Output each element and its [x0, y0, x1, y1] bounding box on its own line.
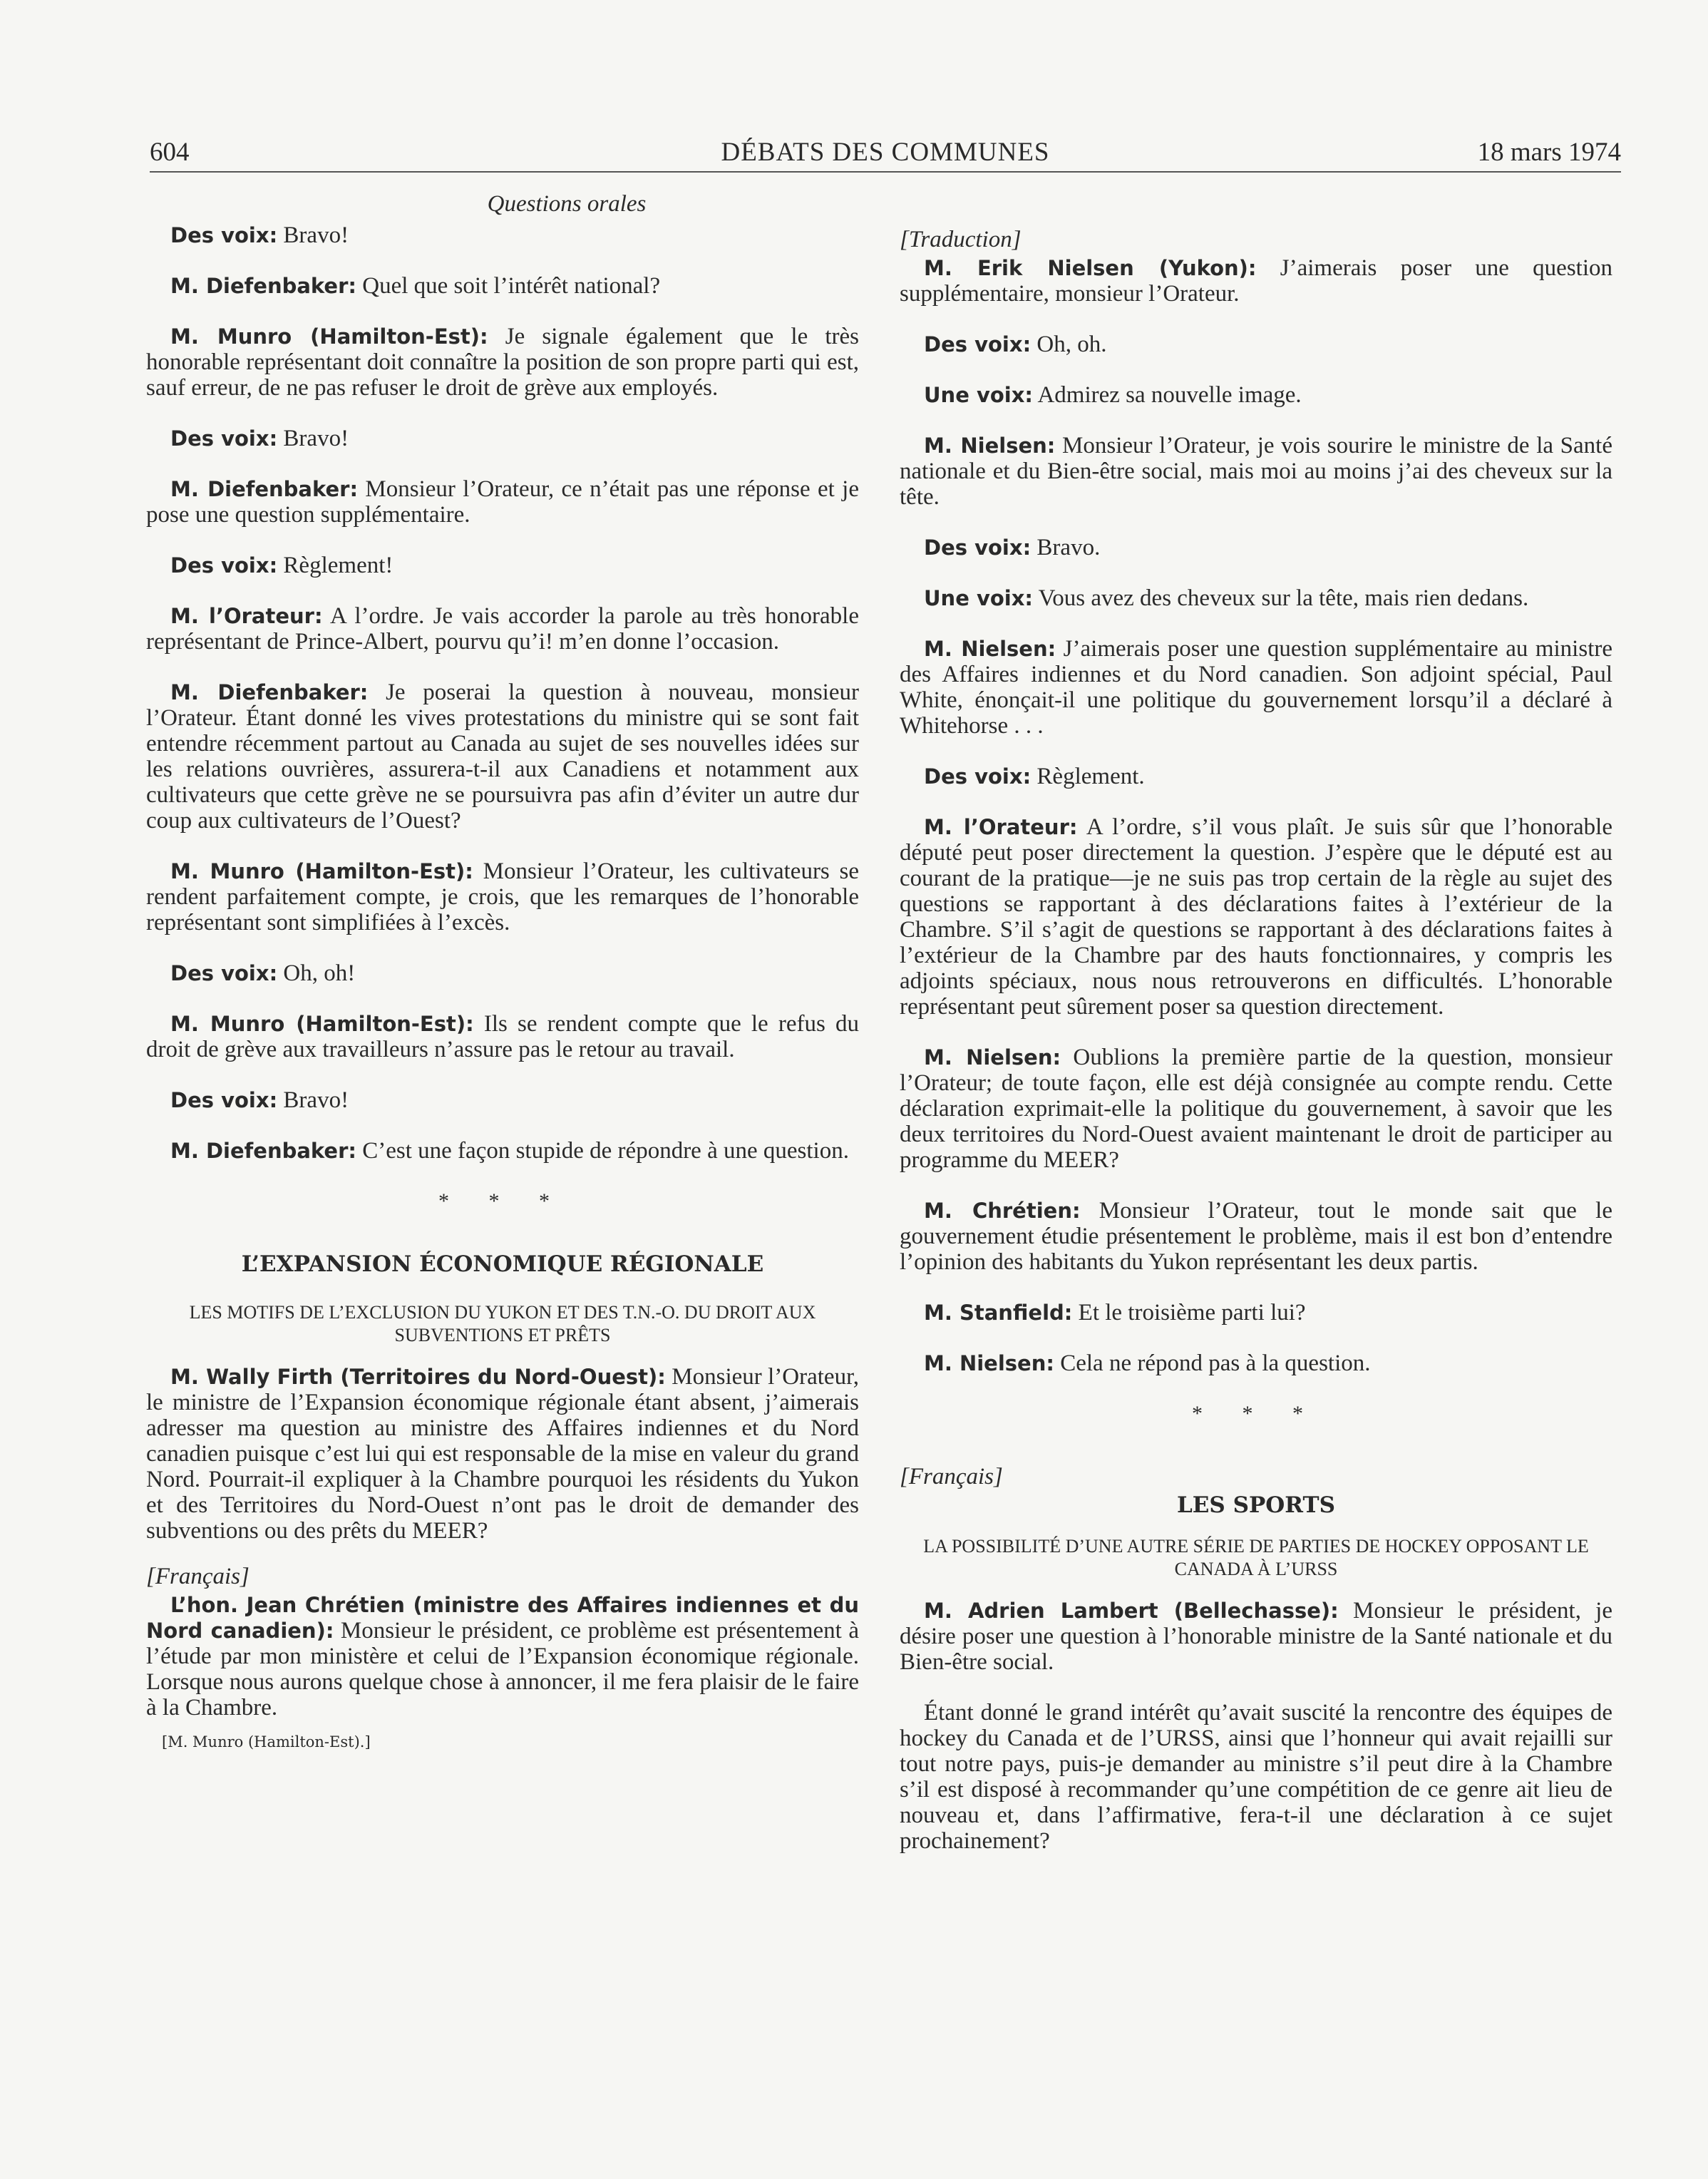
- speaker-name: M. Diefenbaker:: [170, 274, 356, 298]
- speech-paragraph: [900, 1300, 1612, 1326]
- language-marker: [Français]: [146, 1564, 249, 1589]
- speech-paragraph: [146, 1138, 859, 1164]
- speech-text: Cela ne répond pas à la question.: [1054, 1350, 1371, 1376]
- speaker-name: M. Chrétien:: [924, 1199, 1081, 1223]
- speech-text: Monsieur l’Orateur, le ministre de l’Expansion économique régionale étant absent, j’aimerais adresser ma question au ministre des Affaires indiennes et du Nord canadien puisque c’est lui qui est responsable de la mise en valeur du grand Nord. Pourrait-il expliquer à la Chambre pourquoi les résidents du Yukon et des Territoires du Nord-Ouest n’ont pas le droit de demander des subventions ou des prêts du MEER?: [146, 1364, 859, 1544]
- speaker-name: M. Diefenbaker:: [170, 1139, 356, 1163]
- speech-text: Bravo!: [277, 426, 349, 451]
- speech-text: Règlement.: [1031, 764, 1145, 789]
- speaker-name: M. Diefenbaker:: [170, 680, 369, 704]
- speaker-name: Des voix:: [170, 961, 278, 985]
- speaker-name: M. Erik Nielsen (Yukon):: [924, 256, 1257, 280]
- speech-paragraph: [146, 1087, 859, 1113]
- speech-text: Et le troisième parti lui?: [1072, 1300, 1306, 1326]
- section-separator: * * *: [1192, 1402, 1320, 1425]
- speech-paragraph: [900, 433, 1612, 510]
- speech-paragraph: [146, 476, 859, 528]
- lambert-question: [900, 1598, 1612, 1675]
- speaker-name: L’hon. Jean Chrétien (ministre des Affaires indiennes et du Nord canadien):: [146, 1593, 859, 1643]
- speech-text: Monsieur l’Orateur, ce n’était pas une réponse et je pose une question supplémentaire.: [146, 476, 859, 528]
- publication-title: DÉBATS DES COMMUNES: [721, 138, 1050, 167]
- speech-paragraph: [146, 273, 859, 299]
- speech-paragraph: [146, 553, 859, 578]
- speaker-name: M. Stanfield:: [924, 1301, 1073, 1325]
- speaker-name: M. Nielsen:: [924, 434, 1056, 458]
- running-head: Questions orales: [487, 191, 647, 217]
- speech-text: Ils se rendent compte que le refus du droit de grève aux travailleurs n’assure pas le retour au travail.: [146, 1011, 859, 1062]
- speech-text: Vous avez des cheveux sur la tête, mais rien dedans.: [1033, 585, 1529, 611]
- speaker-name: M. l’Orateur:: [170, 604, 323, 628]
- speech-text: J’aimerais poser une question supplémentaire au ministre des Affaires indiennes et du Nord canadien. Son adjoint spécial, Paul White, énonçait-il une politique du gouvernement lorsqu’il a déclaré à Whitehorse . . .: [900, 636, 1612, 739]
- section-heading: L’EXPANSION ÉCONOMIQUE RÉGIONALE: [241, 1251, 764, 1277]
- speech-paragraph: [146, 680, 859, 834]
- speech-text: Oh, oh!: [277, 960, 356, 986]
- speech-text: C’est une façon stupide de répondre à une question.: [356, 1138, 849, 1164]
- speech-text: J’aimerais poser une question supplémentaire, monsieur l’Orateur.: [900, 255, 1613, 307]
- speech-text: Monsieur l’Orateur, les cultivateurs se rendent parfaitement compte, je crois, que les remarques de l’honorable représentant sont simplifiées à l’excès.: [146, 858, 859, 935]
- speech-paragraph: [146, 960, 859, 986]
- speech-paragraph: [900, 764, 1612, 789]
- section-separator: * * *: [438, 1189, 567, 1213]
- speech-text: Monsieur le président, je désire poser une question à l’honorable ministre de la Santé nationale et du Bien-être social.: [900, 1598, 1612, 1675]
- speech-paragraph: [900, 1350, 1612, 1376]
- speech-text: Je signale également que le très honorable représentant doit connaître la position de son propre parti qui est, sauf erreur, de ne pas refuser le droit de grève aux employés.: [146, 324, 859, 401]
- firth-question: [146, 1364, 859, 1544]
- section-heading: LES SPORTS: [1177, 1492, 1335, 1518]
- speaker-name: M. Diefenbaker:: [170, 477, 359, 501]
- speech-text: A l’ordre, s’il vous plaît. Je suis sûr que l’honorable député peut poser directement la question. J’espère que le député est au courant de la pratique—je ne suis pas trop certain de la règle au sujet des questions se rapportant à des déclarations faites à l’extérieur de la Chambre. S’il s’agit de questions se rapportant à des déclarations faites à l’extérieur de la Chambre par des hauts fonctionnaires, y compris les adjoints spéciaux, nous nous retrouverons en difficultés. L’honorable représentant peut sûrement poser sa question directement.: [900, 814, 1612, 1020]
- speech-text: Bravo.: [1031, 535, 1101, 560]
- speaker-name: M. Nielsen:: [924, 1045, 1061, 1070]
- speaker-name: M. Nielsen:: [924, 1351, 1054, 1375]
- left-exchange: [146, 222, 859, 1164]
- speech-text: Je poserai la question à nouveau, monsieur l’Orateur. Étant donné les vives protestations du ministre qui se sont fait entendre récemment partout au Canada au sujet de ses nouvelles idées sur les relations ouvrières, assurera-t-il aux Canadiens et notamment aux cultivateurs que cette grève ne se poursuivra pas afin d’éviter un autre dur coup aux cultivateurs de l’Ouest?: [146, 680, 859, 834]
- speaker-name: Des voix:: [924, 764, 1032, 789]
- right-exchange: [900, 255, 1612, 1376]
- speaker-name: M. Munro (Hamilton-Est):: [170, 1012, 474, 1036]
- section-subheading: LES MOTIFS DE L’EXCLUSION DU YUKON ET DES T.N.-O. DU DROIT AUX SUBVENTIONS ET PRÊTS: [189, 1302, 816, 1345]
- speech-paragraph: [146, 603, 859, 655]
- speaker-name: Des voix:: [170, 553, 278, 578]
- speech-text: Bravo!: [277, 1087, 349, 1113]
- speaker-name: Des voix:: [924, 332, 1032, 357]
- lambert-followup: Étant donné le grand intérêt qu’avait suscité la rencontre des équipes de hockey du Canada et de l’URSS, ainsi que l’honneur qui avait rejailli sur tout notre pays, puis-je demander au ministre s’il peut dire à la Chambre s’il est disposé à recommander qu’une compétition de ce genre ait lieu de nouveau et, dans l’affirmative, fera-t-il une déclaration à ce sujet prochainement?: [900, 1700, 1612, 1854]
- left-column: [146, 191, 859, 1755]
- speech-text: Quel que soit l’intérêt national?: [356, 273, 661, 299]
- language-marker: [Traduction]: [900, 227, 1022, 252]
- language-marker: [Français]: [900, 1464, 1003, 1490]
- page-number: 604: [150, 138, 190, 167]
- speaker-name: M. Munro (Hamilton-Est):: [170, 324, 488, 349]
- speech-paragraph: [146, 222, 859, 248]
- right-column: [900, 191, 1612, 1879]
- speech-paragraph: [900, 585, 1612, 611]
- speech-text: Oh, oh.: [1031, 332, 1107, 357]
- speech-paragraph: [900, 1045, 1612, 1173]
- speech-paragraph: [900, 814, 1612, 1020]
- speech-text: Monsieur le président, ce problème est présentement à l’étude par mon ministère et celui de l’Expansion économique régionale. Lorsque nous aurons quelque chose à annoncer, il me fera plaisir de le faire à la Chambre.: [146, 1618, 859, 1721]
- speaker-name: M. Nielsen:: [924, 637, 1056, 661]
- speech-paragraph: [900, 535, 1612, 560]
- speaker-name: M. l’Orateur:: [924, 815, 1078, 839]
- speech-paragraph: [900, 382, 1612, 408]
- speech-text: Bravo!: [277, 222, 349, 248]
- speech-paragraph: [900, 1198, 1612, 1275]
- speaker-name: Une voix:: [924, 586, 1034, 610]
- speaker-name: Une voix:: [924, 383, 1034, 407]
- speech-paragraph: [146, 426, 859, 451]
- speech-paragraph: [146, 1011, 859, 1062]
- speech-text: Admirez sa nouvelle image.: [1033, 382, 1302, 408]
- speaker-name: M. Munro (Hamilton-Est):: [170, 859, 473, 883]
- issue-date: 18 mars 1974: [1477, 138, 1621, 167]
- speech-text: Monsieur l’Orateur, je vois sourire le ministre de la Santé nationale et du Bien-être social, mais moi au moins j’ai des cheveux sur la tête.: [900, 433, 1612, 510]
- speaker-name: M. Wally Firth (Territoires du Nord-Ouest):: [170, 1365, 666, 1389]
- speech-paragraph: [900, 332, 1612, 357]
- speaker-name: M. Adrien Lambert (Bellechasse):: [924, 1599, 1339, 1623]
- speech-paragraph: [900, 636, 1612, 739]
- section-subheading: LA POSSIBILITÉ D’UNE AUTRE SÉRIE DE PARTIES DE HOCKEY OPPOSANT LE CANADA À L’URSS: [923, 1536, 1589, 1579]
- chretien-answer: [146, 1592, 859, 1721]
- speaker-name: Des voix:: [924, 535, 1032, 560]
- speech-text: Monsieur l’Orateur, tout le monde sait que le gouvernement étudie présentement le problème, mais il est bon d’entendre l’opinion des habitants du Yukon représentant les deux partis.: [900, 1198, 1612, 1275]
- speech-paragraph: [900, 255, 1612, 307]
- speech-text: Oublions la première partie de la question, monsieur l’Orateur; de toute façon, elle est déjà consignée au compte rendu. Cette déclaration exprimait-elle la politique du gouvernement, à savoir que les deux territoires du Nord-Ouest avaient maintenant le droit de participer au programme du MEER?: [900, 1045, 1612, 1173]
- speaker-name: Des voix:: [170, 1088, 278, 1112]
- speaker-name: Des voix:: [170, 223, 278, 247]
- footnote: [M. Munro (Hamilton-Est).]: [162, 1733, 371, 1750]
- page-header: [150, 137, 1621, 173]
- speech-paragraph: [146, 858, 859, 935]
- speaker-name: Des voix:: [170, 426, 278, 451]
- speech-text: Règlement!: [277, 553, 393, 578]
- speech-text: A l’ordre. Je vais accorder la parole au très honorable représentant de Prince-Albert, pourvu qu’i! m’en donne l’occasion.: [146, 603, 859, 655]
- speech-paragraph: [146, 324, 859, 401]
